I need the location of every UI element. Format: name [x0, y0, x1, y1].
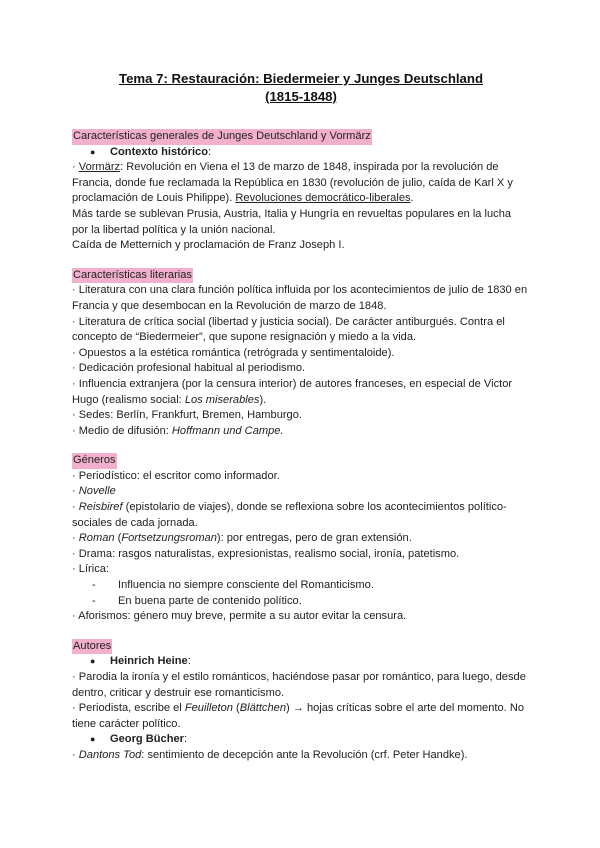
title-line-2: (1815-1848)	[265, 89, 337, 104]
para-aforismos: · Aforismos: género muy breve, permite a su autor evitar la censura.	[72, 610, 407, 623]
text-difusion: · Medio de difusión:	[72, 424, 172, 437]
bullet-bucher	[90, 732, 530, 748]
text-open: (	[114, 532, 122, 545]
text-feuilleton: Feuilleton	[184, 702, 233, 715]
text-dot: ·	[72, 161, 79, 174]
section-generos	[72, 453, 530, 625]
text-dot: ·	[72, 532, 79, 545]
para-periodismo: · Dedicación profesional habitual al periodismo.	[72, 362, 306, 375]
section-literarias	[72, 268, 530, 440]
text-miserables: Los miserables	[184, 393, 260, 406]
para-dantons-tod	[72, 748, 530, 764]
title-line-1: Tema 7: Restauración: Biedermeier y Junges Deutschland	[119, 71, 483, 86]
para-novelle	[72, 484, 530, 500]
text-dantons-tod: Dantons Tod	[78, 748, 142, 761]
bullet-contexto-label: Contexto histórico	[110, 145, 208, 158]
para-funcion-politica: · Literatura con una clara función política influida por los acontecimientos de julio de 1830 en Francia y que desembocan en la Revolución de marzo de 1848.	[72, 284, 528, 312]
document-content	[72, 70, 530, 778]
section-heading-autores: Autores	[72, 639, 112, 655]
para-difusion	[72, 424, 530, 440]
para-drama: · Drama: rasgos naturalistas, expresionistas, realismo social, ironía, patetismo.	[72, 547, 460, 560]
dash-item-romanticismo: - Influencia no siempre consciente del Romanticismo.	[92, 578, 530, 594]
bullet-heine-label: Heinrich Heine	[110, 655, 188, 668]
text-fortsetzungsroman: Fortsetzungsroman	[121, 532, 217, 545]
para-parodia: · Parodia la ironía y el estilo románticos, haciéndose pasar por romántico, para luego, desde dentro, criticar y destruir ese romanticismo.	[72, 671, 526, 699]
text-dot: ·	[72, 748, 79, 761]
text-novelle: Novelle	[78, 485, 116, 498]
para-sublevan: Más tarde se sublevan Prusia, Austria, Italia y Hungría en revueltas populares en la lucha por la libertad política y la unión nacional.	[72, 207, 512, 236]
text-dot: ·	[72, 485, 79, 498]
text-blattchen: Blättchen	[239, 702, 286, 715]
text-dot: ·	[72, 501, 79, 514]
para-metternich: Caída de Metternich y proclamación de Franz Joseph I.	[72, 239, 345, 252]
text-feuilleton-desc: ) → hojas críticas sobre el arte del momento. No tiene carácter político.	[72, 702, 524, 730]
text-vormarz: Vormärz	[78, 161, 121, 174]
section-autores	[72, 639, 530, 764]
section-heading-generos: Géneros	[72, 453, 117, 469]
para-lirica: · Lírica:	[72, 563, 109, 576]
page-title	[72, 70, 530, 106]
bullet-bucher-suffix: :	[183, 733, 188, 746]
text-roman-desc: ): por entregas, pero de gran extensión.	[216, 532, 412, 545]
bullet-contexto	[90, 145, 530, 161]
para-influencia	[72, 377, 530, 408]
text-roman: Roman	[78, 532, 115, 545]
dash-item-politico: - En buena parte de contenido político.	[92, 594, 530, 610]
text-open: (	[232, 702, 240, 715]
text-revoluciones: Revoluciones democrático-liberales	[235, 192, 411, 205]
para-vormarz	[72, 160, 530, 207]
text-close: ).	[259, 393, 267, 406]
para-periodistico: · Periodístico: el escritor como informador.	[72, 469, 280, 482]
para-roman	[72, 531, 530, 547]
bullet-heine-suffix: :	[187, 655, 191, 668]
section-heading-literarias: Características literarias	[72, 268, 193, 284]
bullet-heine	[90, 654, 530, 670]
bullet-contexto-suffix: :	[208, 145, 212, 158]
section-heading-general: Características generales de Junges Deutschland y Vormärz	[72, 129, 372, 145]
para-critica-social: · Literatura de crítica social (libertad y justicia social). De carácter antiburgués. Contra el concepto de “Biedermeier”, que supone resignación y miedo a la vida.	[72, 315, 505, 344]
text-reisbiref: Reisbiref	[78, 501, 123, 514]
text-vormarz-desc: : Revolución en Viena el 13 de marzo de 1848, inspirada por la revolución de Francia, donde fue reclamada la República en 1830 (revolución de julio, caída de Karl X y proclamación de Louis Philippe).	[72, 161, 513, 205]
para-feuilleton	[72, 701, 530, 732]
section-general	[72, 129, 530, 254]
para-opuestos: · Opuestos a la estética romántica (retrógrada y sentimentaloide).	[72, 346, 395, 359]
bullet-bucher-label: Georg Bücher	[110, 733, 184, 746]
text-hoffmann: Hoffmann und Campe.	[171, 424, 284, 437]
text-periodista: · Periodista, escribe el	[72, 702, 185, 715]
text-reisbiref-desc: (epistolario de viajes), donde se reflexiona sobre los acontecimientos político-sociales de cada jornada.	[72, 501, 507, 529]
text-period: .	[410, 192, 414, 205]
text-influencia: · Influencia extranjera (por la censura interior) de autores franceses, en especial de Victor Hugo (realismo social:	[72, 377, 513, 406]
para-sedes: · Sedes: Berlín, Frankfurt, Bremen, Hamburgo.	[72, 409, 302, 422]
para-reisbiref	[72, 500, 530, 531]
text-dantons-desc: : sentimiento de decepción ante la Revolución (crf. Peter Handke).	[141, 748, 468, 761]
